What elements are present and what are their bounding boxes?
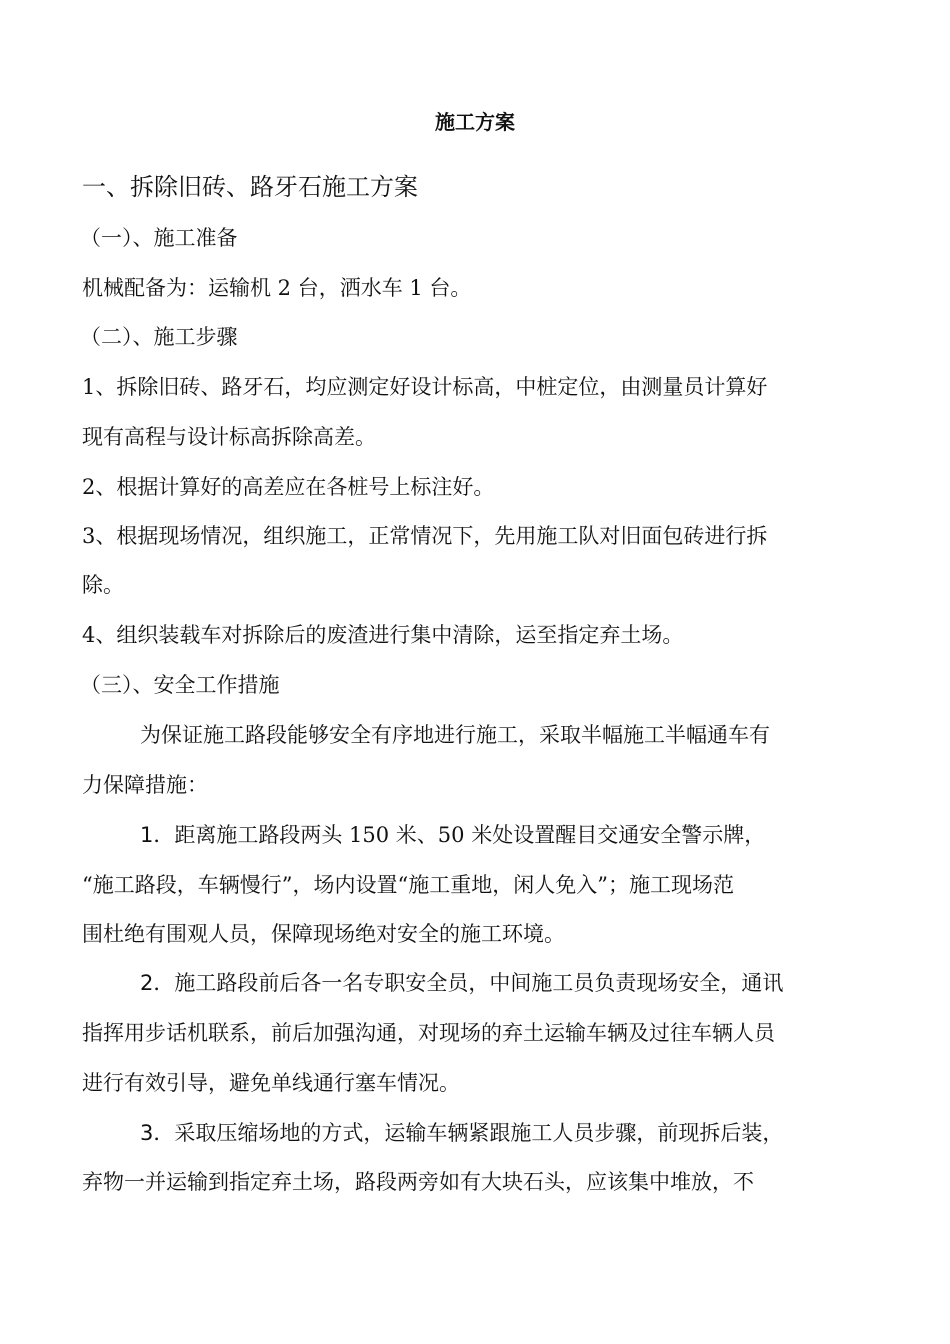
safety-intro-line-1: 为保证施工路段能够安全有序地进行施工，采取半幅施工半幅通车有 [140,723,770,747]
measure-2-text: 施工路段前后各一名专职安全员，中间施工员负责现场安全，通讯 [174,971,784,995]
document-title: 施工方案 [435,110,515,134]
measure-2-number: 2． [140,971,175,995]
measure-3-line-1 [140,1119,783,1147]
measure-1-text: 距离施工路段两头 150 米、50 米处设置醒目交通安全警示牌， [174,823,766,847]
measure-1-line-1 [140,821,765,849]
measure-2-line-2: 指挥用步话机联系，前后加强沟通，对现场的弃土运输车辆及过往车辆人员 [82,1021,775,1045]
measure-3-text: 采取压缩场地的方式，运输车辆紧跟施工人员步骤，前现拆后装， [174,1121,784,1145]
step-1-line-2: 现有高程与设计标高拆除高差。 [82,425,376,449]
measure-3-line-2: 弃物一并运输到指定弃土场，路段两旁如有大块石头，应该集中堆放，不 [82,1170,754,1194]
measure-1-line-2: “施工路段，车辆慢行”，场内设置“施工重地，闲人免入”；施工现场范 [82,873,734,897]
measure-1-number: 1． [140,823,175,847]
step-1-line-1: 1、拆除旧砖、路牙石，均应测定好设计标高，中桩定位，由测量员计算好 [82,375,768,399]
measure-1-line-3: 围杜绝有围观人员，保障现场绝对安全的施工环境。 [82,922,565,946]
subsection-preparation: （一）、施工准备 [80,226,238,250]
measure-3-number: 3． [140,1121,175,1145]
step-4: 4、组织装载车对拆除后的废渣进行集中清除，运至指定弃土场。 [82,623,684,647]
step-2: 2、根据计算好的高差应在各桩号上标注好。 [82,475,495,499]
subsection-steps: （二）、施工步骤 [80,325,238,349]
measure-2-line-3: 进行有效引导，避免单线通行塞车情况。 [82,1071,460,1095]
step-3-line-2: 除。 [82,573,124,597]
safety-intro-line-2: 力保障措施： [82,773,208,797]
measure-2-line-1 [140,969,783,997]
subsection-safety: （三）、安全工作措施 [80,673,280,697]
section-1-heading: 一、拆除旧砖、路牙石施工方案 [82,173,418,201]
step-3-line-1: 3、根据现场情况，组织施工，正常情况下，先用施工队对旧面包砖进行拆 [82,524,768,548]
equipment-paragraph: 机械配备为：运输机 2 台，洒水车 1 台。 [82,276,472,300]
